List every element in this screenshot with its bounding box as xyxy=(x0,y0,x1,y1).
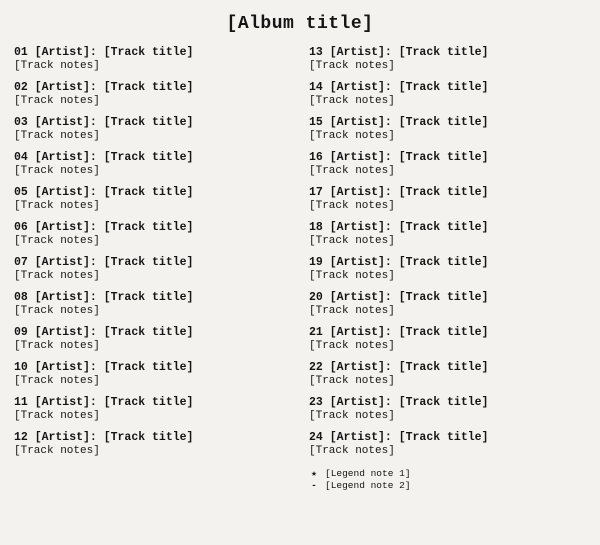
track-notes: [Track notes] xyxy=(14,270,100,282)
track-entry xyxy=(309,256,586,283)
track-notes: [Track notes] xyxy=(309,60,395,72)
track-entry xyxy=(14,221,291,248)
track-heading: 04 [Artist]: [Track title] xyxy=(14,151,194,164)
track-heading: 14 [Artist]: [Track title] xyxy=(309,81,489,94)
track-entry xyxy=(309,151,586,178)
track-entry xyxy=(14,81,291,108)
track-notes: [Track notes] xyxy=(309,130,395,142)
track-heading: 08 [Artist]: [Track title] xyxy=(14,291,194,304)
track-entry xyxy=(309,291,586,318)
track-heading: 13 [Artist]: [Track title] xyxy=(309,46,489,59)
track-entry xyxy=(309,46,586,73)
track-notes: [Track notes] xyxy=(14,410,100,422)
track-notes: [Track notes] xyxy=(309,340,395,352)
track-notes: [Track notes] xyxy=(14,130,100,142)
track-entry xyxy=(14,186,291,213)
track-heading: 23 [Artist]: [Track title] xyxy=(309,396,489,409)
track-heading: 11 [Artist]: [Track title] xyxy=(14,396,194,409)
legend-mark: ★ xyxy=(311,468,317,479)
tracklist-right-column xyxy=(309,46,586,492)
track-entry xyxy=(14,151,291,178)
track-notes: [Track notes] xyxy=(309,305,395,317)
track-notes: [Track notes] xyxy=(14,95,100,107)
track-entry xyxy=(309,361,586,388)
legend-row xyxy=(309,468,586,480)
track-notes: [Track notes] xyxy=(14,60,100,72)
track-heading: 15 [Artist]: [Track title] xyxy=(309,116,489,129)
track-heading: 09 [Artist]: [Track title] xyxy=(14,326,194,339)
track-notes: [Track notes] xyxy=(309,375,395,387)
track-entry xyxy=(14,326,291,353)
track-entry xyxy=(309,396,586,423)
legend-text: [Legend note 2] xyxy=(325,480,411,491)
tracklist-left-column xyxy=(14,46,291,492)
track-notes: [Track notes] xyxy=(309,270,395,282)
track-notes: [Track notes] xyxy=(309,235,395,247)
track-notes: [Track notes] xyxy=(14,235,100,247)
track-heading: 03 [Artist]: [Track title] xyxy=(14,116,194,129)
track-notes: [Track notes] xyxy=(309,445,395,457)
track-heading: 21 [Artist]: [Track title] xyxy=(309,326,489,339)
page-title: [Album title] xyxy=(226,14,374,34)
track-notes: [Track notes] xyxy=(309,95,395,107)
track-heading: 05 [Artist]: [Track title] xyxy=(14,186,194,199)
track-heading: 01 [Artist]: [Track title] xyxy=(14,46,194,59)
track-heading: 06 [Artist]: [Track title] xyxy=(14,221,194,234)
legend-mark: - xyxy=(311,480,317,491)
legend xyxy=(309,468,586,492)
track-entry xyxy=(309,186,586,213)
track-entry xyxy=(14,116,291,143)
track-heading: 22 [Artist]: [Track title] xyxy=(309,361,489,374)
track-entry xyxy=(14,396,291,423)
track-heading: 02 [Artist]: [Track title] xyxy=(14,81,194,94)
track-heading: 24 [Artist]: [Track title] xyxy=(309,431,489,444)
track-notes: [Track notes] xyxy=(14,375,100,387)
track-notes: [Track notes] xyxy=(14,340,100,352)
track-heading: 17 [Artist]: [Track title] xyxy=(309,186,489,199)
legend-row xyxy=(309,480,586,492)
track-notes: [Track notes] xyxy=(14,165,100,177)
track-heading: 10 [Artist]: [Track title] xyxy=(14,361,194,374)
track-notes: [Track notes] xyxy=(14,445,100,457)
track-entry xyxy=(14,431,291,458)
track-notes: [Track notes] xyxy=(309,410,395,422)
track-notes: [Track notes] xyxy=(309,200,395,212)
track-entry xyxy=(14,46,291,73)
track-entry xyxy=(309,326,586,353)
track-entry xyxy=(309,116,586,143)
track-heading: 18 [Artist]: [Track title] xyxy=(309,221,489,234)
track-entry xyxy=(14,256,291,283)
track-heading: 12 [Artist]: [Track title] xyxy=(14,431,194,444)
track-heading: 19 [Artist]: [Track title] xyxy=(309,256,489,269)
track-heading: 20 [Artist]: [Track title] xyxy=(309,291,489,304)
track-entry xyxy=(14,291,291,318)
track-entry xyxy=(309,431,586,458)
tracklist-columns xyxy=(14,46,586,492)
legend-text: [Legend note 1] xyxy=(325,468,411,479)
track-notes: [Track notes] xyxy=(14,305,100,317)
track-notes: [Track notes] xyxy=(309,165,395,177)
track-entry xyxy=(14,361,291,388)
track-heading: 16 [Artist]: [Track title] xyxy=(309,151,489,164)
track-heading: 07 [Artist]: [Track title] xyxy=(14,256,194,269)
track-notes: [Track notes] xyxy=(14,200,100,212)
track-entry xyxy=(309,81,586,108)
track-entry xyxy=(309,221,586,248)
